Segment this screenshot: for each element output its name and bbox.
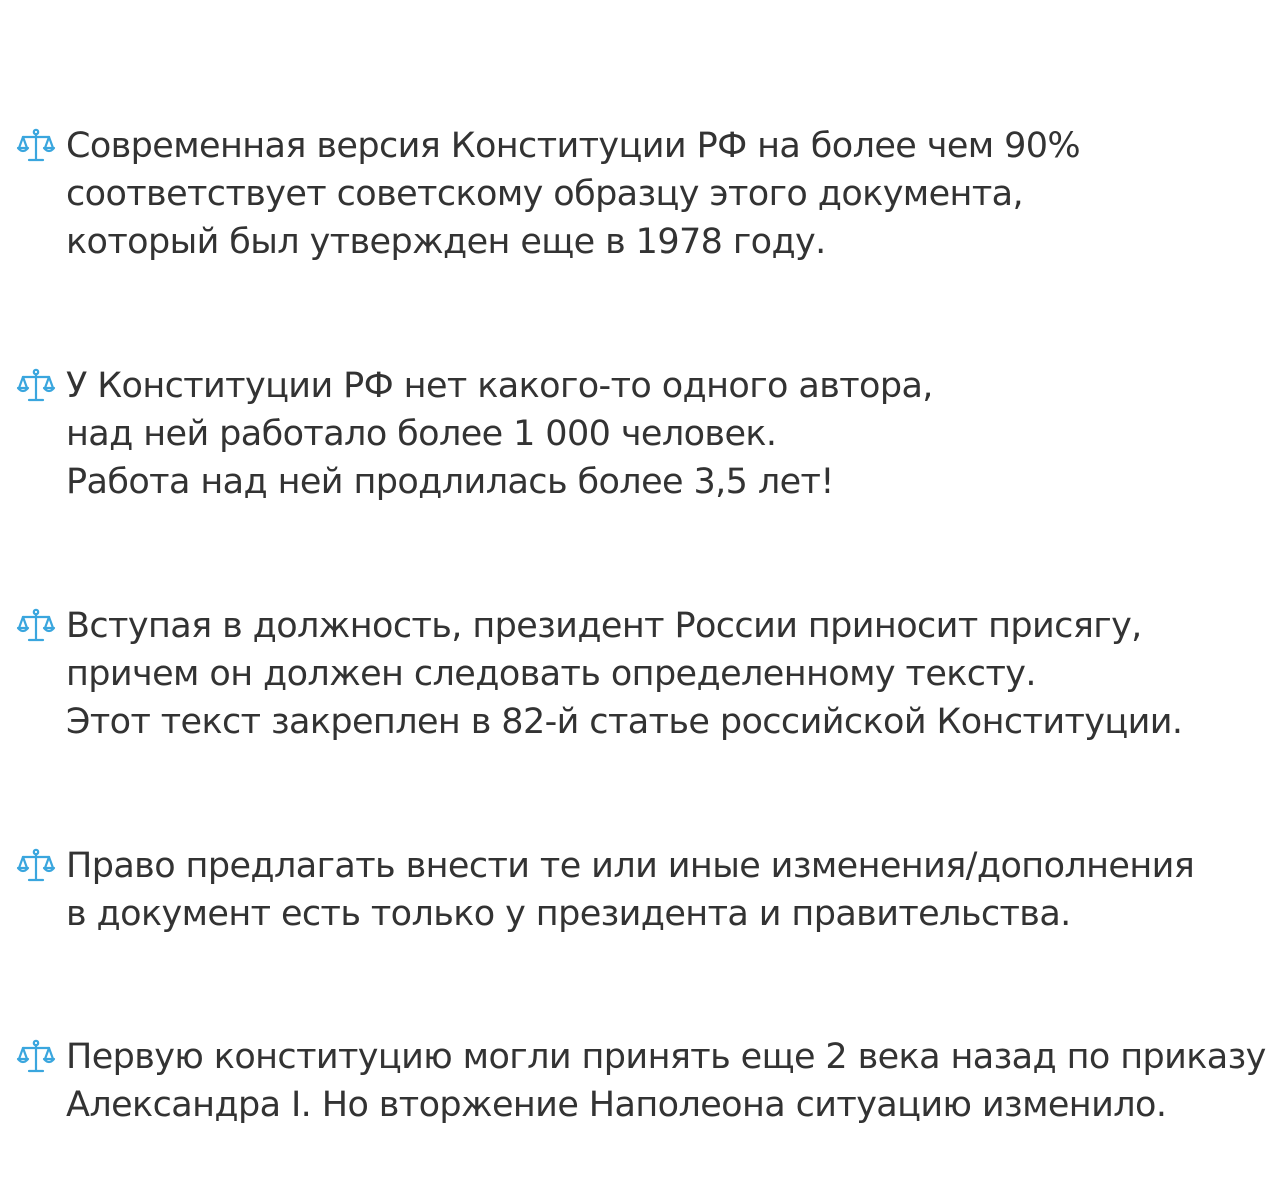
fact-line: который был утвержден еще в 1978 году. xyxy=(66,222,826,262)
scales-of-justice-icon xyxy=(16,366,56,406)
fact-text xyxy=(66,122,1266,266)
scales-of-justice-icon xyxy=(16,606,56,646)
fact-line: Право предлагать внести те или иные изменения/дополнения xyxy=(66,846,1195,886)
fact-line: над ней работало более 1 000 человек. xyxy=(66,414,777,454)
fact-line: Александра I. Но вторжение Наполеона ситуацию изменило. xyxy=(66,1085,1167,1125)
fact-line: Работа над ней продлилась более 3,5 лет! xyxy=(66,462,834,502)
scales-of-justice-icon xyxy=(16,1037,56,1077)
fact-line: Этот текст закреплен в 82-й статье российской Конституции. xyxy=(66,702,1183,742)
fact-line: У Конституции РФ нет какого-то одного автора, xyxy=(66,366,933,406)
fact-text xyxy=(66,1033,1266,1129)
fact-line: соответствует советскому образцу этого документа, xyxy=(66,174,1023,214)
fact-line: в документ есть только у президента и правительства. xyxy=(66,894,1071,934)
fact-line: причем он должен следовать определенному тексту. xyxy=(66,654,1036,694)
fact-line: Вступая в должность, президент России приносит присягу, xyxy=(66,606,1142,646)
fact-text xyxy=(66,602,1266,746)
fact-line: Современная версия Конституции РФ на более чем 90% xyxy=(66,126,1081,166)
fact-text xyxy=(66,842,1266,938)
scales-of-justice-icon xyxy=(16,126,56,166)
fact-text xyxy=(66,362,1266,506)
scales-of-justice-icon xyxy=(16,846,56,886)
fact-line: Первую конституцию могли принять еще 2 века назад по приказу xyxy=(66,1037,1266,1077)
